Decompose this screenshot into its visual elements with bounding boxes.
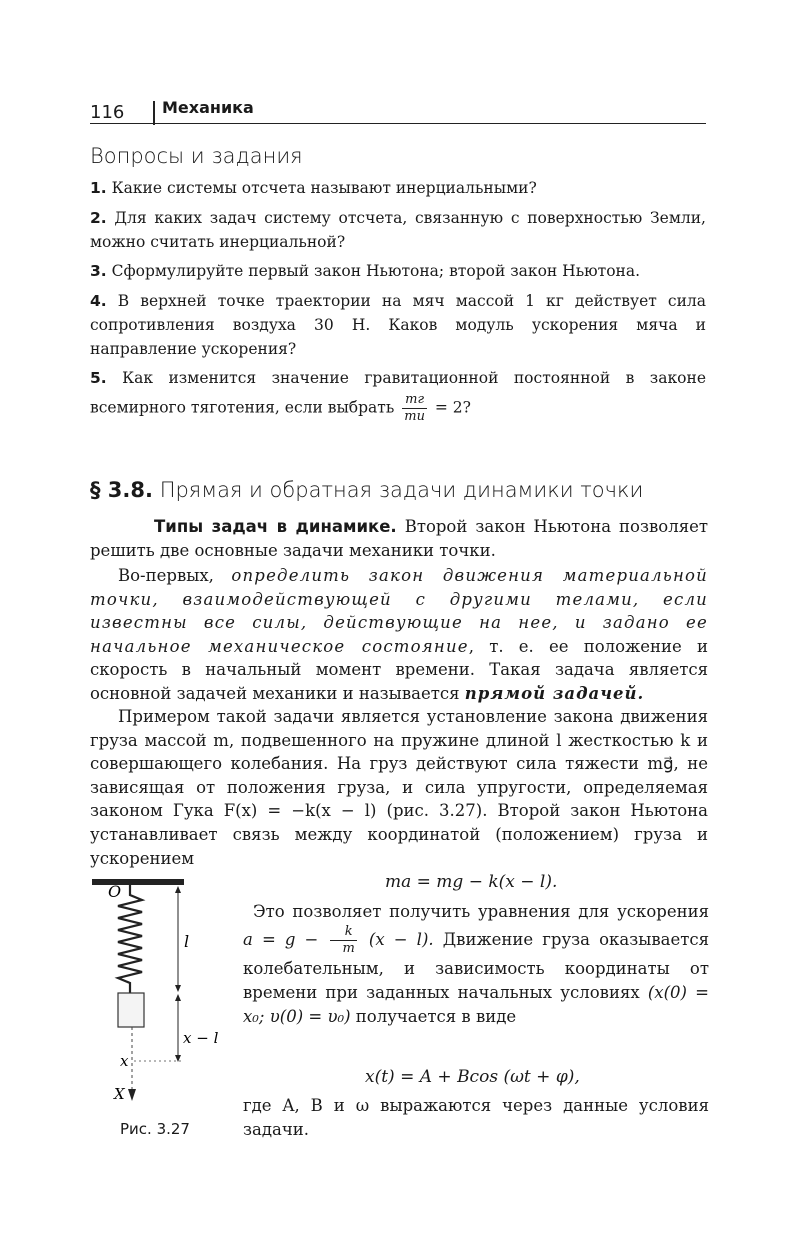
- paragraph-intro: [90, 515, 708, 562]
- label-length: l: [184, 932, 190, 951]
- question-text: Сформулируйте первый закон Ньютона; второй закон Ньютона.: [111, 262, 641, 280]
- question-1: [90, 176, 706, 200]
- question-text: Как изменится значение гравитационной постоянной в законе всемирного тяготения, если выбрать: [90, 369, 706, 417]
- header-title: Механика: [162, 98, 254, 117]
- question-tail: = 2?: [434, 398, 471, 417]
- header-divider: [153, 101, 155, 125]
- page-header: [90, 98, 706, 128]
- paragraph-lead: Типы задач в динамике.: [154, 517, 397, 536]
- question-4: [90, 289, 706, 361]
- question-number: 4.: [90, 292, 107, 310]
- mass-ratio-fraction: [402, 392, 427, 425]
- fraction-denominator: mи: [404, 409, 425, 424]
- k-over-m-fraction: [330, 924, 356, 957]
- paragraph-direct-problem: [90, 564, 708, 706]
- equation-newton: ma = mg − k(x − l).: [385, 872, 558, 892]
- paragraph-text: где A, B и ω выражаются через данные условия задачи.: [243, 1096, 709, 1139]
- question-number: 5.: [90, 369, 107, 387]
- question-3: [90, 259, 706, 283]
- paragraph-text: Примером такой задачи является установление закона движения груза массой m, подвешенного на пружине длиной l жесткостью k и совершающего колебания. На груз действуют сила тяжести mg⃗, не зависящая от положения груза, и сила упругости, определяемая законом Гука F(x) = −k(x − l) (рис. 3.27). Второй закон Ньютона устанавливает связь между координатой (положением) груза и ускорением: [90, 707, 708, 868]
- question-text: В верхней точке траектории на мяч массой 1 кг действует сила сопротивления воздуха 30 Н. Каков модуль ускорения мяча и направление ускорения?: [90, 292, 706, 358]
- equation-solution: x(t) = A + Bcos (ωt + φ),: [365, 1067, 580, 1087]
- initial-conditions: (x(0) = x₀; υ(0) = υ₀): [243, 983, 710, 1026]
- term-direct-problem: прямой задачей.: [464, 683, 645, 703]
- paragraph-text: Во-первых,: [118, 566, 214, 585]
- x-axis-arrow: [128, 1089, 136, 1101]
- inline-equation: (x − l).: [368, 930, 434, 949]
- label-origin: O: [108, 882, 122, 901]
- question-text: Для каких задач систему отсчета, связанную с поверхностью Земли, можно считать инерциальной?: [90, 209, 706, 251]
- spring-figure: [88, 873, 219, 1113]
- definition-italic: определить закон движения материальной точки, взаимодействующей с другими телами, если известны все силы, действующие на нее, и задано ее начальное механическое состояние: [90, 566, 708, 656]
- label-coordinate: x: [120, 1052, 129, 1070]
- section-number: § 3.8.: [90, 478, 153, 502]
- weight-block: [118, 993, 144, 1027]
- paragraph-text: Второй закон Ньютона позволяет решить две основные задачи механики точки.: [90, 517, 708, 560]
- questions-heading: Вопросы и задания: [90, 144, 303, 168]
- paragraph-text: Это позволяет получить уравнения для ускорения: [253, 902, 709, 921]
- fraction-denominator: m: [342, 941, 355, 956]
- paragraph-constants: [243, 1094, 709, 1141]
- header-rule: [90, 123, 706, 124]
- question-number: 2.: [90, 209, 107, 227]
- inline-equation: a = g −: [243, 930, 319, 949]
- question-text: Какие системы отсчета называют инерциальными?: [111, 179, 537, 197]
- paragraph-text: Движение груза оказывается колебательным, и зависимость координаты от времени при заданных начальных условиях: [243, 930, 709, 1002]
- page-number: 116: [90, 102, 125, 123]
- paragraph-acceleration: [243, 900, 709, 1029]
- paragraph-example: [90, 705, 708, 870]
- paragraph-text: получается в виде: [355, 1007, 517, 1026]
- section-title: Прямая и обратная задачи динамики точки: [159, 478, 644, 502]
- ceiling-mount: [92, 879, 184, 885]
- fraction-numerator: mг: [402, 392, 427, 409]
- question-number: 3.: [90, 262, 107, 280]
- figure-caption: Рис. 3.27: [120, 1120, 190, 1138]
- question-2: [90, 206, 706, 254]
- label-axis: X: [114, 1085, 125, 1103]
- spring-coil: [118, 885, 142, 993]
- question-5: [90, 364, 706, 425]
- question-number: 1.: [90, 179, 107, 197]
- section-heading: [90, 478, 643, 502]
- label-displacement: x − l: [183, 1029, 219, 1047]
- fraction-numerator: k: [330, 924, 356, 941]
- paragraph-text: , т. е. ее положение и скорость в начальный момент времени. Такая задача является основной задачей механики и называется: [90, 636, 708, 703]
